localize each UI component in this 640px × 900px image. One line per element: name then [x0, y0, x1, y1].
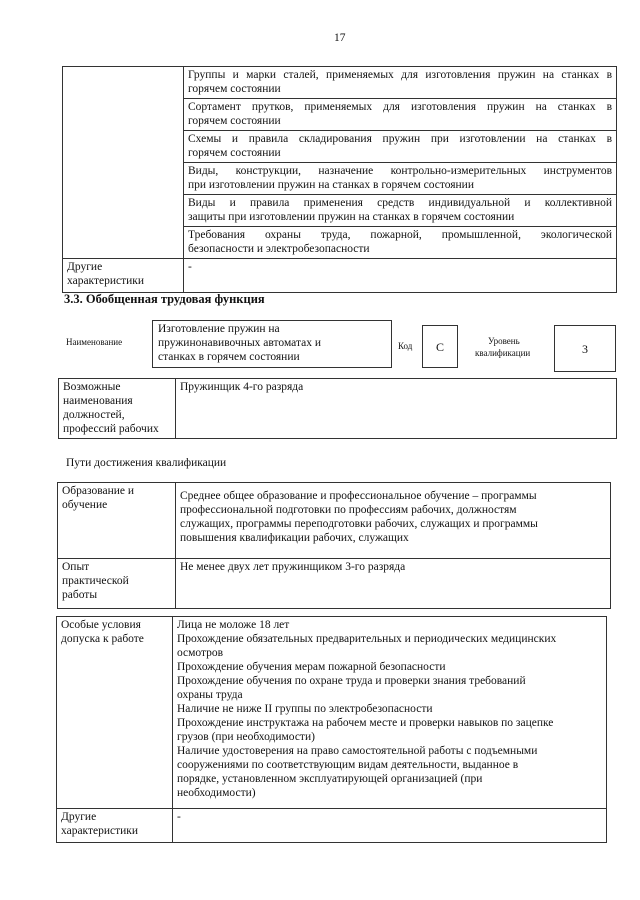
knowledge-row-3: Схемы и правила складирования пружин при изготовлении на станках в горячем состоянии — [184, 131, 617, 163]
positions-table — [58, 378, 617, 439]
gtf-name-box: Изготовление пружин на пружинонавивочных автоматах и станках в горячем состоянии — [152, 320, 392, 368]
education-label: Образование и обучение — [58, 483, 176, 559]
section-title: 3.3. Обобщенная трудовая функция — [64, 292, 265, 306]
knowledge-row-6: Требования охраны труда, пожарной, промышленной, экологической безопасности и электробезопасности — [184, 227, 617, 259]
level-label-1: Уровень — [488, 336, 520, 346]
level-box: 3 — [554, 325, 616, 372]
name-label: Наименование — [66, 337, 123, 347]
other-characteristics-value-2: - — [173, 809, 607, 843]
knowledge-row-2: Сортамент прутков, применяемых для изготовления пружин на станках в горячем состоянии — [184, 99, 617, 131]
other-characteristics-label: Другие характеристики — [63, 259, 184, 293]
education-table — [57, 482, 611, 609]
page-number: 17 — [334, 32, 346, 44]
other-characteristics-label-2: Другие характеристики — [57, 809, 173, 843]
conditions-table — [56, 616, 607, 843]
code-label: Код — [398, 341, 413, 351]
empty-label-cell — [63, 67, 184, 259]
paths-title: Пути достижения квалификации — [66, 457, 227, 469]
experience-value: Не менее двух лет пружинщиком 3-го разряда — [176, 559, 611, 609]
knowledge-row-5: Виды и правила применения средств индивидуальной и коллективной защиты при изготовлении пружин на станках в горячем состоянии — [184, 195, 617, 227]
positions-value: Пружинщик 4-го разряда — [176, 379, 617, 439]
knowledge-row-4: Виды, конструкции, назначение контрольно-измерительных инструментов при изготовлении пружин на станках в горячем состоянии — [184, 163, 617, 195]
level-label-2: квалификации — [475, 348, 531, 358]
other-characteristics-value: - — [184, 259, 617, 293]
knowledge-table — [62, 66, 617, 293]
positions-label: Возможные наименования должностей, профессий рабочих — [59, 379, 176, 439]
conditions-value: Лица не моложе 18 лет Прохождение обязательных предварительных и периодических медицинских осмотров Прохождение обучения мерам пожарной безопасности Прохождение обучения по охране труда и проверки знания требований охраны труда Наличие не ниже II группы по электробезопасности Прохождение инструктажа на рабочем месте и проверки навыков по зацепке грузов (при необходимости) Наличие удостоверения на право самостоятельной работы с подъемными сооружениями по соответствующим видам деятельности, выданное в порядке, установленном эксплуатирующей организацией (при необходимости) — [173, 617, 607, 809]
education-value: Среднее общее образование и профессиональное обучение – программы профессиональной подготовки по профессиям рабочих, должностям служащих, программы переподготовки рабочих, служащих и программы повышения квалификации рабочих, служащих — [176, 483, 611, 559]
experience-label: Опыт практической работы — [58, 559, 176, 609]
knowledge-row-1: Группы и марки сталей, применяемых для изготовления пружин на станках в горячем состоянии — [184, 67, 617, 99]
conditions-label: Особые условия допуска к работе — [57, 617, 173, 809]
code-box: С — [422, 325, 458, 368]
